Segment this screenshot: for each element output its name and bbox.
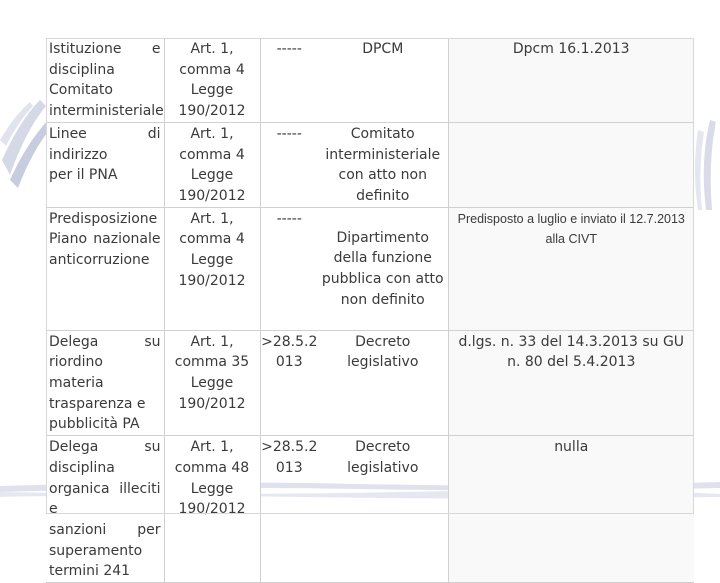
cell-line: Legge: [190, 82, 234, 99]
cell-line: termini 241: [49, 563, 131, 580]
cell-line: sanzioni per: [49, 521, 161, 538]
cell-subject: [46, 122, 164, 207]
cell-line: Dpcm 16.1.2013: [512, 41, 630, 57]
cell-line: Decreto legislativo: [347, 333, 419, 371]
cell-line: definito: [356, 187, 410, 204]
cell-line: 190/2012: [178, 501, 246, 518]
table-row: [46, 330, 694, 436]
cell-line: Legge: [190, 252, 234, 269]
cell-instrument: [318, 38, 448, 122]
cell-line: 190/2012: [178, 272, 246, 289]
cell-line: Art. 1,: [190, 333, 234, 350]
cell-line: funzione pubblica: [321, 250, 432, 288]
cell-deadline: [260, 122, 318, 207]
table-row: [46, 122, 694, 207]
cell-deadline: [260, 38, 318, 122]
cell-line: comma 4: [179, 146, 245, 163]
cell-line: Art. 1,: [190, 210, 234, 227]
cell-line: 190/2012: [178, 187, 246, 204]
cell-legal-basis: [164, 38, 260, 122]
cell-line: Legge: [190, 375, 234, 392]
cell-line: disciplina: [49, 459, 115, 476]
cell-line: alla CIVT: [545, 232, 597, 247]
cell-instrument: [318, 436, 448, 583]
cell-line: trasparenza e: [49, 395, 146, 412]
cell-deadline: [260, 207, 318, 330]
cell-status: [448, 330, 694, 436]
cell-line: Art. 1,: [190, 41, 234, 57]
cell-line: 013: [275, 459, 303, 476]
cell-line: Art. 1,: [190, 439, 234, 456]
cell-line: >28.5.2: [261, 439, 318, 456]
cell-status: [448, 207, 694, 330]
cell-legal-basis: [164, 330, 260, 436]
cell-line: Istituzione e: [49, 41, 161, 57]
cell-line: Comitato: [49, 82, 113, 99]
cell-status: [448, 436, 694, 583]
cell-line: con atto non: [338, 167, 427, 184]
table-row: [46, 38, 694, 122]
cell-line: anticorruzione: [49, 252, 150, 269]
cell-line: per il PNA: [49, 167, 118, 184]
cell-line: d.lgs. n. 33 del 14.3.2013: [458, 333, 638, 350]
cell-line: su GU n. 80 del 5.4.2013: [507, 333, 685, 371]
cell-line: -----: [276, 210, 302, 227]
cell-line: con atto non: [340, 271, 444, 308]
cell-instrument: [318, 122, 448, 207]
cell-line: comma 4: [179, 61, 245, 78]
cell-line: definito: [371, 291, 425, 308]
cell-line: Piano nazionale: [49, 231, 161, 248]
cell-line: interministeriale: [325, 146, 441, 163]
cell-line: >28.5.2: [261, 333, 318, 350]
cell-line: comma 4: [179, 231, 245, 248]
cell-instrument: [318, 330, 448, 436]
cell-legal-basis: [164, 436, 260, 583]
cell-line: interministeriale: [49, 103, 164, 120]
cell-line: -----: [276, 41, 302, 57]
cell-line: Comitato: [350, 125, 415, 142]
cell-line: superamento: [49, 542, 143, 559]
cell-line: Delega su: [49, 333, 161, 350]
cell-line: Predisposto a luglio e inviato il: [457, 211, 626, 226]
cell-line: Delega su: [49, 439, 161, 456]
cell-line: pubblicità PA: [49, 416, 140, 433]
cell-subject: [46, 38, 164, 122]
cell-line: 12.7.2013: [629, 211, 685, 226]
cell-subject: [46, 330, 164, 436]
cell-line: comma 35: [174, 354, 250, 371]
cell-line: disciplina: [49, 61, 115, 78]
cell-line: 013: [275, 354, 303, 371]
cell-line: nulla: [554, 439, 589, 456]
cell-line: 190/2012: [178, 103, 246, 120]
table-row: [46, 207, 694, 330]
cell-instrument: [318, 207, 448, 330]
law-implementation-table: [46, 38, 694, 580]
cell-subject: [46, 207, 164, 330]
cell-line: Linee di indirizzo: [49, 125, 161, 163]
cell-line: organica illeciti e: [49, 480, 161, 518]
cell-deadline: [260, 330, 318, 436]
cell-line: riordino materia: [49, 354, 104, 392]
cell-line: Decreto legislativo: [347, 439, 419, 476]
cell-status: [448, 122, 694, 207]
cell-line: Legge: [190, 480, 234, 497]
cell-status: [448, 38, 694, 122]
cell-line: DPCM: [362, 41, 404, 57]
cell-line: Art. 1,: [190, 125, 234, 142]
cell-line: comma 48: [174, 459, 250, 476]
cell-legal-basis: [164, 122, 260, 207]
cell-line: Legge: [190, 167, 234, 184]
cell-line: -----: [276, 125, 302, 142]
cell-deadline: [260, 436, 318, 583]
cell-line: Predisposizione: [49, 210, 158, 227]
cell-line: 190/2012: [178, 395, 246, 412]
cell-legal-basis: [164, 207, 260, 330]
cell-subject: [46, 436, 164, 583]
table-row: [46, 436, 694, 583]
cell-line: Dipartimento della: [333, 229, 429, 267]
